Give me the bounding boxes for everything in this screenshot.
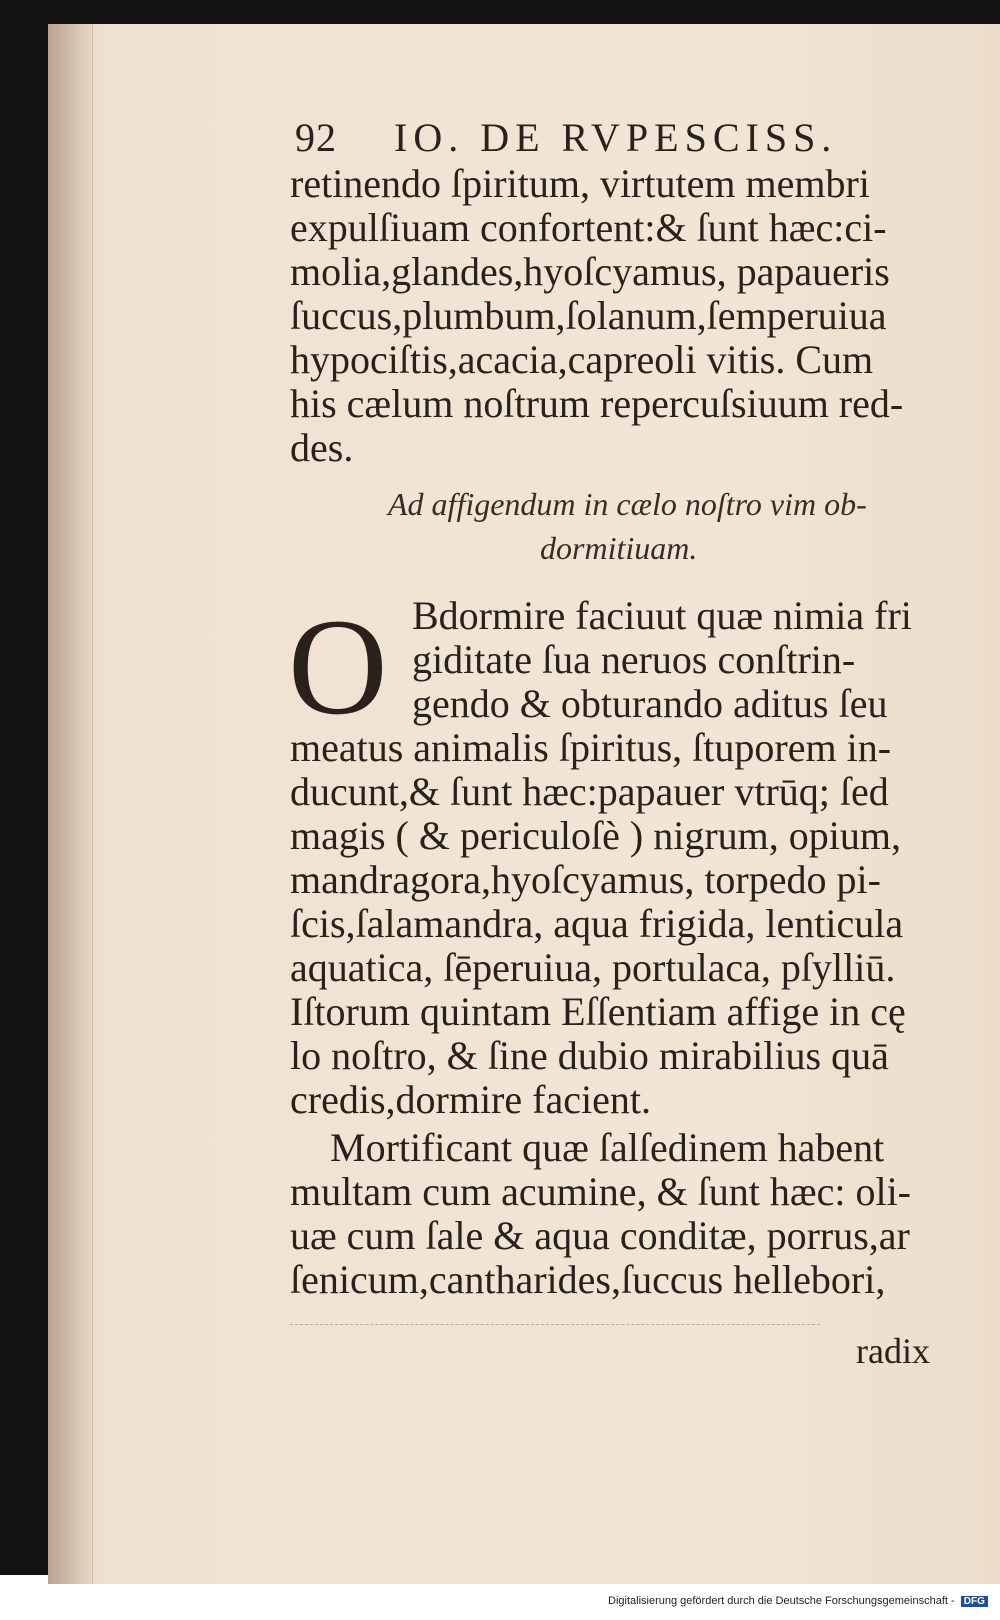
- bleed-through-marks: [290, 1324, 820, 1331]
- text-line: ducunt,& ſunt hæc:papauer vtrūq; ſed: [290, 769, 889, 814]
- text-line: credis,dormire facient.: [290, 1077, 651, 1122]
- text-line: giditate ſua neruos conſtrin-: [412, 637, 856, 682]
- text-line: mandragora,hyoſcyamus, torpedo pi-: [290, 857, 881, 902]
- digitization-credit: [608, 1595, 988, 1607]
- text-line: expulſiuam confortent:& ſunt hæc:ci-: [290, 205, 887, 250]
- running-title: IO. DE RVPESCISS.: [394, 115, 838, 160]
- text-line: his cælum noſtrum repercuſsiuum red-: [290, 381, 904, 426]
- text-line: des.: [290, 425, 354, 470]
- text-line: aquatica, ſēperuiua, portulaca, pſylliū.: [290, 945, 896, 990]
- text-line: magis ( & periculoſè ) nigrum, opium,: [290, 813, 901, 858]
- running-head: [295, 114, 837, 161]
- text-line: Mortificant quæ ſalſedinem habent: [330, 1125, 885, 1170]
- dfg-logo: DFG: [961, 1596, 988, 1607]
- text-line: ſenicum,cantharides,ſuccus hellebori,: [290, 1257, 886, 1302]
- text-line: gendo & obturando aditus ſeu: [412, 681, 888, 726]
- text-line: hypociſtis,acacia,capreoli vitis. Cum: [290, 337, 874, 382]
- credit-text: Digitalisierung gefördert durch die Deutsche Forschungsgemeinschaft -: [608, 1595, 955, 1607]
- text-line: ſcis,ſalamandra, aqua frigida, lenticula: [290, 901, 904, 946]
- text-line: Iſtorum quintam Eſſentiam affige in cę: [290, 989, 906, 1034]
- catchword: radix: [856, 1331, 930, 1371]
- text-line: uæ cum ſale & aqua conditæ, porrus,ar: [290, 1213, 910, 1258]
- page-number: 92: [295, 115, 337, 160]
- text-line: ſuccus,plumbum,ſolanum,ſemperuiua: [290, 293, 887, 338]
- drop-cap-initial: O: [288, 590, 388, 743]
- text-line: lo noſtro, & ſine dubio mirabilius quā: [290, 1033, 889, 1078]
- text-line: molia,glandes,hyoſcyamus, papaueris: [290, 249, 890, 294]
- heading-line: Ad affigendum in cælo noſtro vim ob-: [388, 486, 867, 522]
- heading-line: dormitiuam.: [540, 530, 698, 566]
- text-line: multam cum acumine, & ſunt hæc: oli-: [290, 1169, 911, 1214]
- page-gutter-edge: [48, 24, 93, 1584]
- text-line: Bdormire faciuut quæ nimia fri: [412, 593, 912, 638]
- text-line: retinendo ſpiritum, virtutem membri: [290, 161, 870, 206]
- text-line: meatus animalis ſpiritus, ſtuporem in-: [290, 725, 892, 770]
